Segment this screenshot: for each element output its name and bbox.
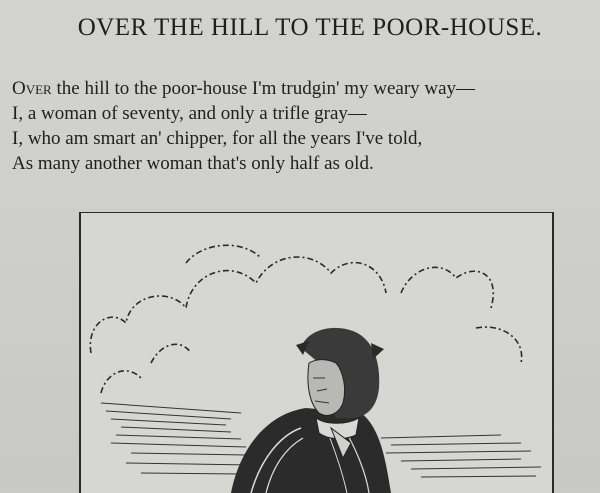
poem-line-1 [12, 76, 598, 101]
engraving-art [81, 213, 552, 493]
page-title: OVER THE HILL TO THE POOR-HOUSE. [77, 14, 543, 41]
old-woman-figure [231, 328, 391, 493]
poem-line-4: As many another woman that's only half as old. [12, 153, 374, 174]
poem-line-1-text: the hill to the poor-house I'm trudgin' my weary way— [51, 78, 476, 99]
poem-line-2: I, a woman of seventy, and only a trifle gray— [12, 103, 367, 124]
poem-stanza [12, 76, 598, 176]
engraving-illustration [79, 212, 554, 493]
clouds [90, 245, 521, 393]
drop-word: Over [12, 78, 52, 99]
poem-line-3: I, who am smart an' chipper, for all the years I've told, [12, 128, 423, 149]
